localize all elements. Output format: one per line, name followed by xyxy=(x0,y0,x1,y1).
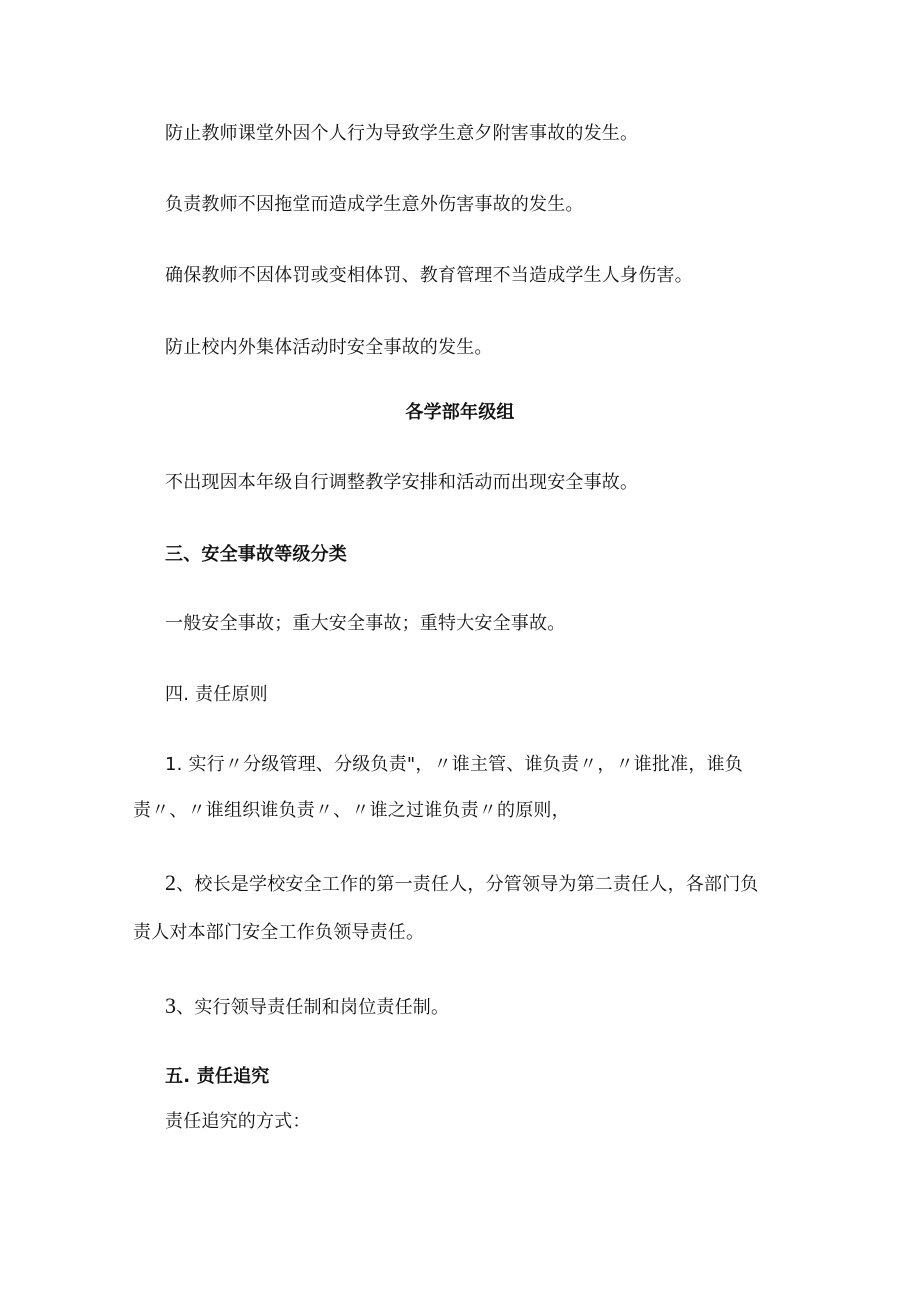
paragraph-overtime-class: 负责教师不因拖堂而造成学生意外伤害事故的发生。 xyxy=(165,194,584,215)
paragraph-group-activities: 防止校内外集体活动时安全事故的发生。 xyxy=(165,337,493,358)
principle-2-text: 、校长是学校安全工作的第一责任人，分管领导为第二责任人，各部门负 xyxy=(176,874,759,895)
principle-2-line-2: 责人对本部门安全工作负领导责任。 xyxy=(133,922,425,943)
principle-3-number: 3 xyxy=(165,993,177,1018)
principle-3-line xyxy=(165,994,449,1020)
principle-1-line-2: 责〃、〃谁组织谁负责〃、〃谁之过谁负责〃的原则， xyxy=(133,800,570,821)
heading-section-3: 三、安全事故等级分类 xyxy=(165,544,347,565)
paragraph-accountability-method: 责任追究的方式： xyxy=(165,1111,311,1132)
principle-3-text: 、实行领导责任制和岗位责任制。 xyxy=(176,997,450,1018)
paragraph-accident-levels: 一般安全事故；重大安全事故；重特大安全事故。 xyxy=(165,613,566,634)
heading-grade-groups: 各学部年级组 xyxy=(405,402,515,423)
principle-2-line-1 xyxy=(165,871,759,897)
paragraph-grade-arrangement: 不出现因本年级自行调整教学安排和活动而出现安全事故。 xyxy=(165,472,639,493)
paragraph-teacher-behavior: 防止教师课堂外因个人行为导致学生意夕附害事故的发生。 xyxy=(165,123,639,144)
heading-section-4: 四. 责任原则 xyxy=(165,684,268,705)
principle-2-number: 2 xyxy=(165,870,177,895)
heading-section-5: 五. 责任追究 xyxy=(165,1066,270,1087)
principle-1-line-1: 1. 实行〃分级管理、分级负责"，〃谁主管、谁负责〃，〃谁批准，谁负 xyxy=(165,754,743,775)
paragraph-corporal-punishment: 确保教师不因体罚或变相体罚、教育管理不当造成学生人身伤害。 xyxy=(165,265,693,286)
